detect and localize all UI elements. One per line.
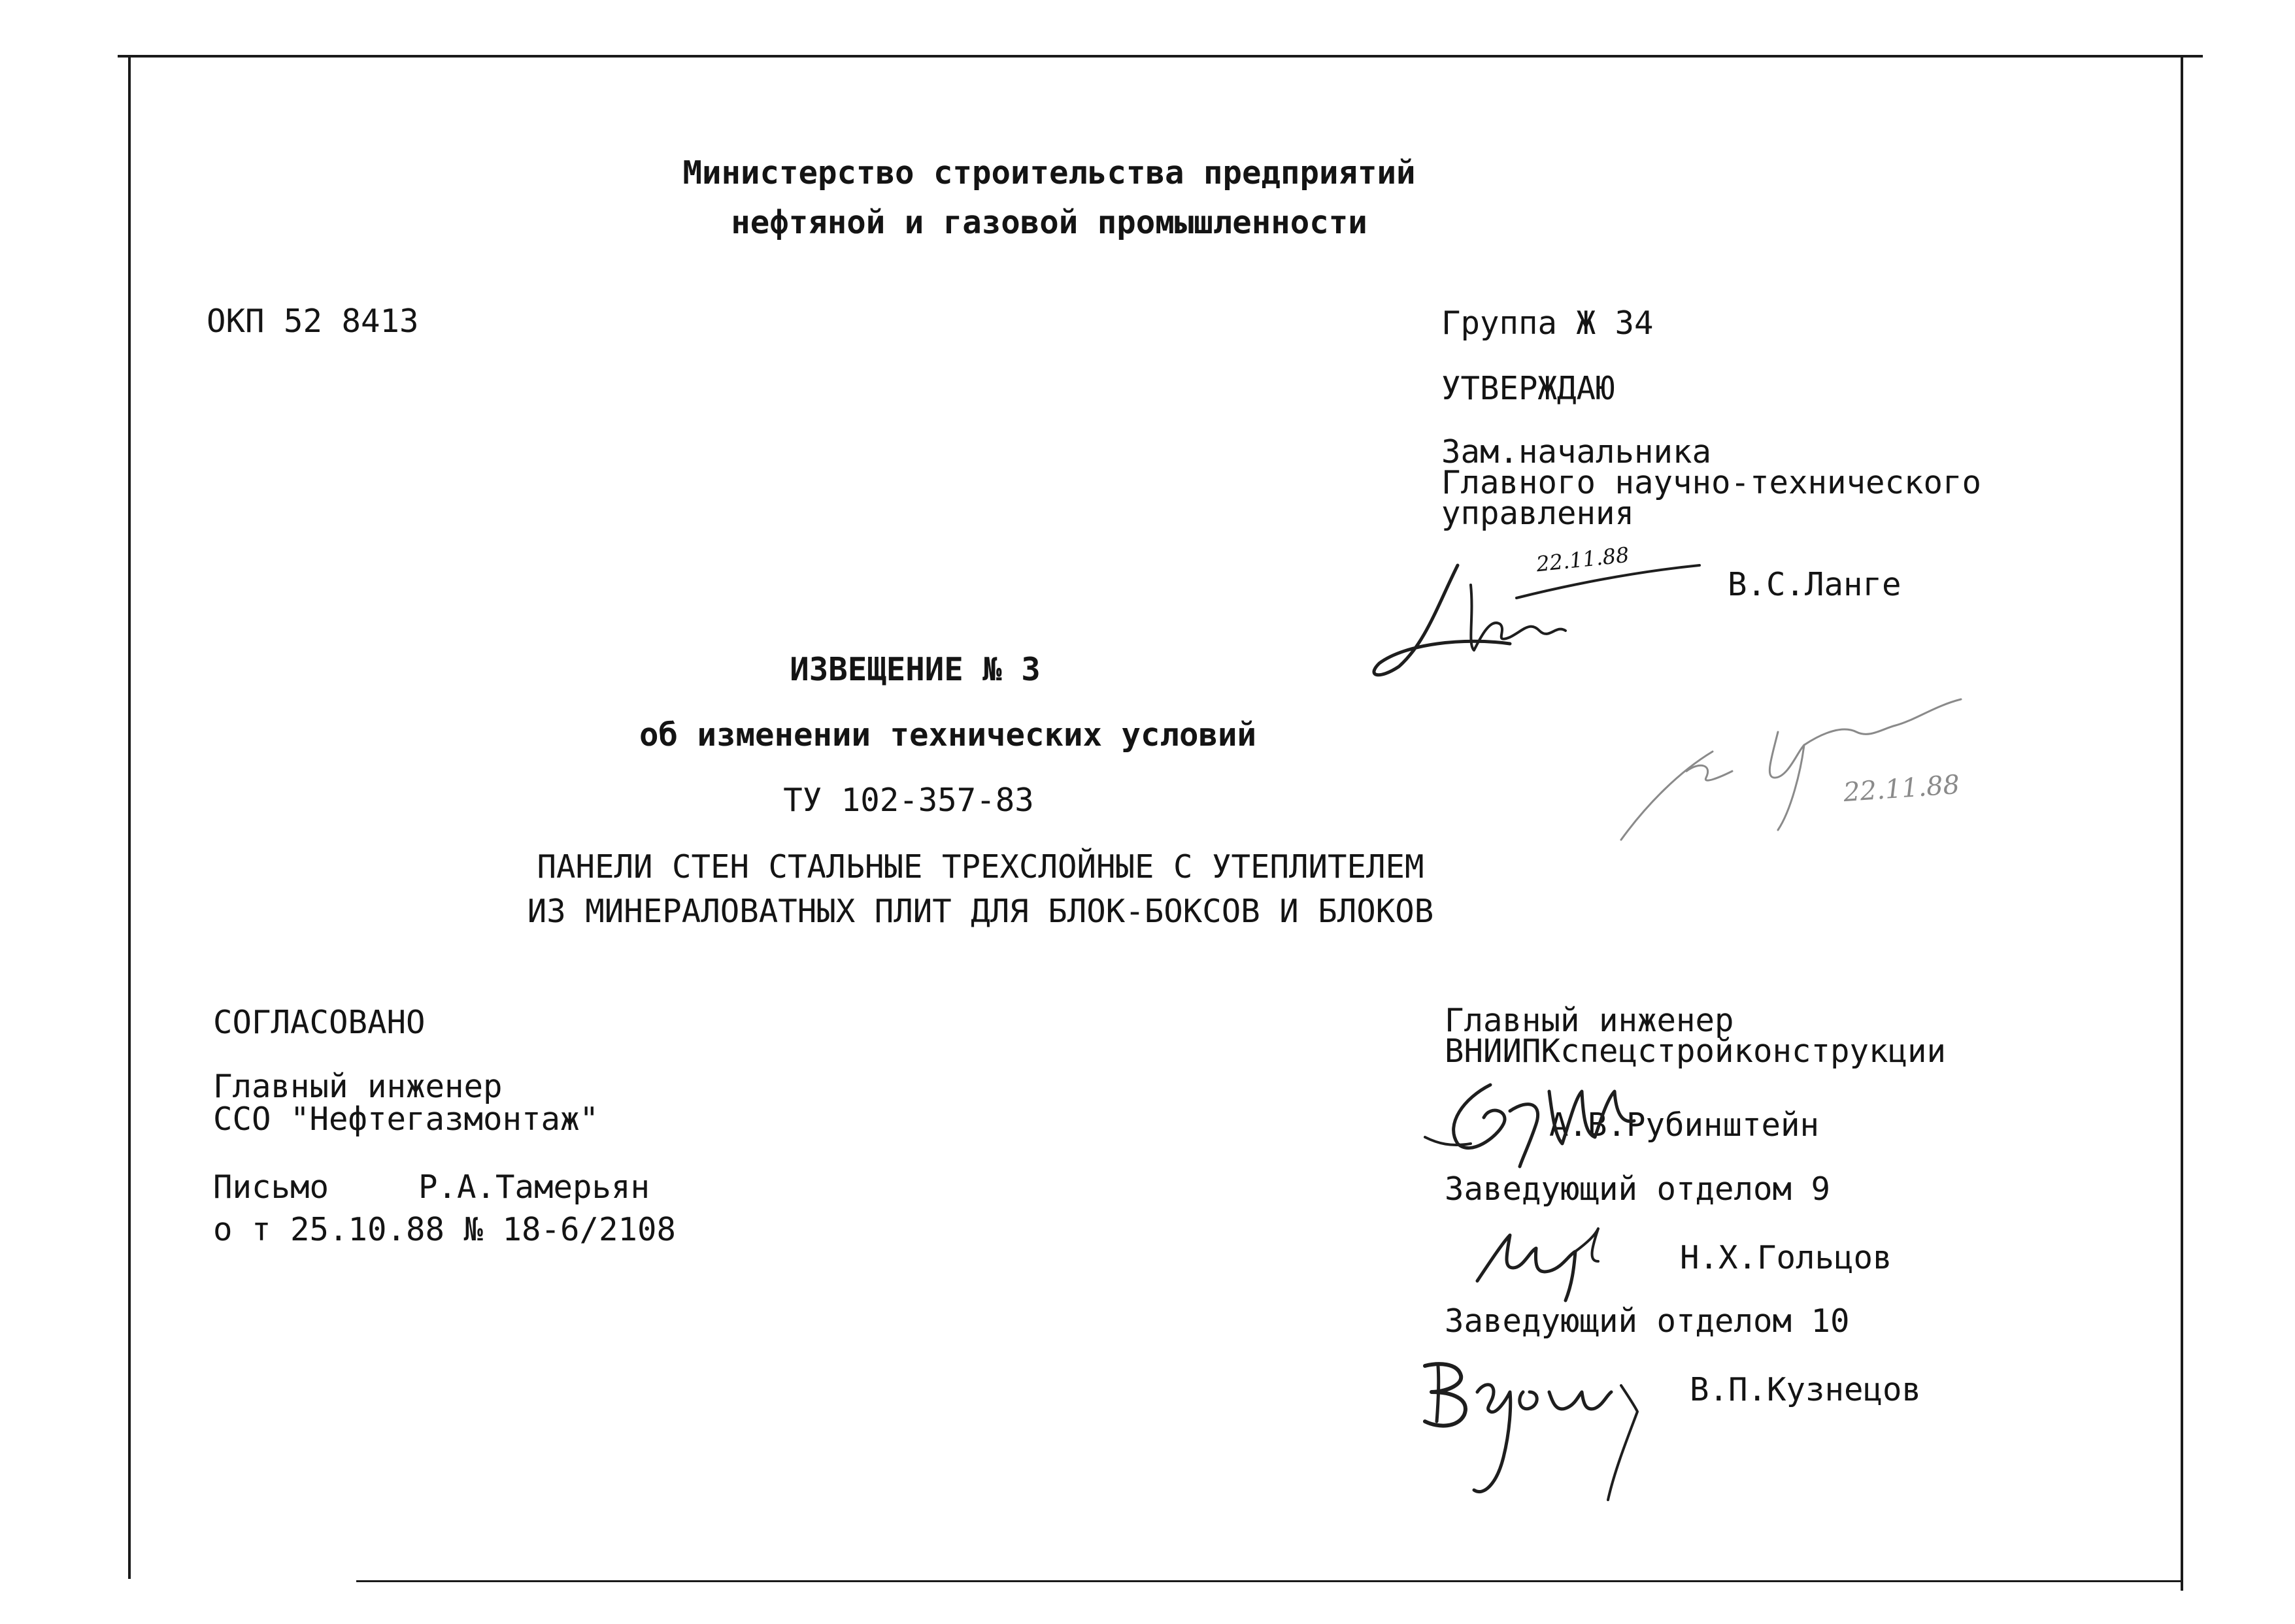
agreed-letter-label: Письмо: [213, 1168, 329, 1206]
frame-right-line: [2181, 55, 2183, 1591]
approve-position-line-3: управления: [1441, 495, 1635, 532]
kuznetsov-signature: [1412, 1346, 1686, 1503]
dept10-name: В.П.Кузнецов: [1690, 1371, 1922, 1408]
notice-subtitle: об изменении технических условий: [639, 716, 1256, 754]
group-code: Группа Ж 34: [1441, 305, 1654, 342]
agreed-letter-name: Р.А.Тамерьян: [418, 1168, 650, 1206]
frame-top-line: [118, 55, 2203, 58]
ministry-line-2: нефтяной и газовой промышленности: [731, 204, 1367, 241]
approve-position-line-2: Главного научно-технического: [1441, 464, 1982, 501]
dept10-position: Заведующий отделом 10: [1445, 1302, 1850, 1340]
agreed-letter-ref: о т 25.10.88 № 18-6/2108: [213, 1211, 677, 1248]
rubinshtein-signature: [1412, 1072, 1713, 1170]
faint-handwritten-note: [1608, 680, 2066, 850]
tu-number: ТУ 102-357-83: [783, 782, 1034, 819]
chief-position-line-2: ВНИИПКспецстройконструкции: [1445, 1033, 1947, 1070]
approve-sign-date: 22.11.88: [1535, 542, 1631, 577]
approve-position-line-1: Зам.начальника: [1441, 433, 1712, 471]
agreed-title: СОГЛАСОВАНО: [213, 1004, 426, 1041]
ministry-line-1: Министерство строительства предприятий: [682, 154, 1416, 191]
okp-code: ОКП 52 8413: [207, 303, 419, 340]
dept9-position: Заведующий отделом 9: [1445, 1170, 1831, 1208]
product-line-1: ПАНЕЛИ СТЕН СТАЛЬНЫЕ ТРЕХСЛОЙНЫЕ С УТЕПЛИТЕЛЕМ: [537, 848, 1424, 886]
product-line-2: ИЗ МИНЕРАЛОВАТНЫХ ПЛИТ ДЛЯ БЛОК-БОКСОВ И БЛОКОВ: [527, 893, 1434, 930]
frame-left-line: [128, 56, 131, 1579]
faint-note-date: 22.11.88: [1842, 769, 1961, 808]
chief-name: А.В.Рубинштейн: [1549, 1106, 1820, 1144]
dept9-name: Н.Х.Гольцов: [1680, 1239, 1892, 1276]
agreed-position-line-1: Главный инженер: [213, 1068, 503, 1105]
agreed-position-line-2: ССО "Нефтегазмонтаж": [213, 1101, 599, 1138]
lange-signature: [1360, 546, 1726, 683]
frame-bottom-line: [356, 1580, 2183, 1582]
goltsov-signature: [1458, 1216, 1654, 1307]
notice-title: ИЗВЕЩЕНИЕ № 3: [790, 651, 1041, 688]
chief-position-line-1: Главный инженер: [1445, 1002, 1734, 1039]
approve-title: УТВЕРЖДАЮ: [1441, 370, 1615, 407]
approve-name: В.С.Ланге: [1728, 566, 1901, 603]
